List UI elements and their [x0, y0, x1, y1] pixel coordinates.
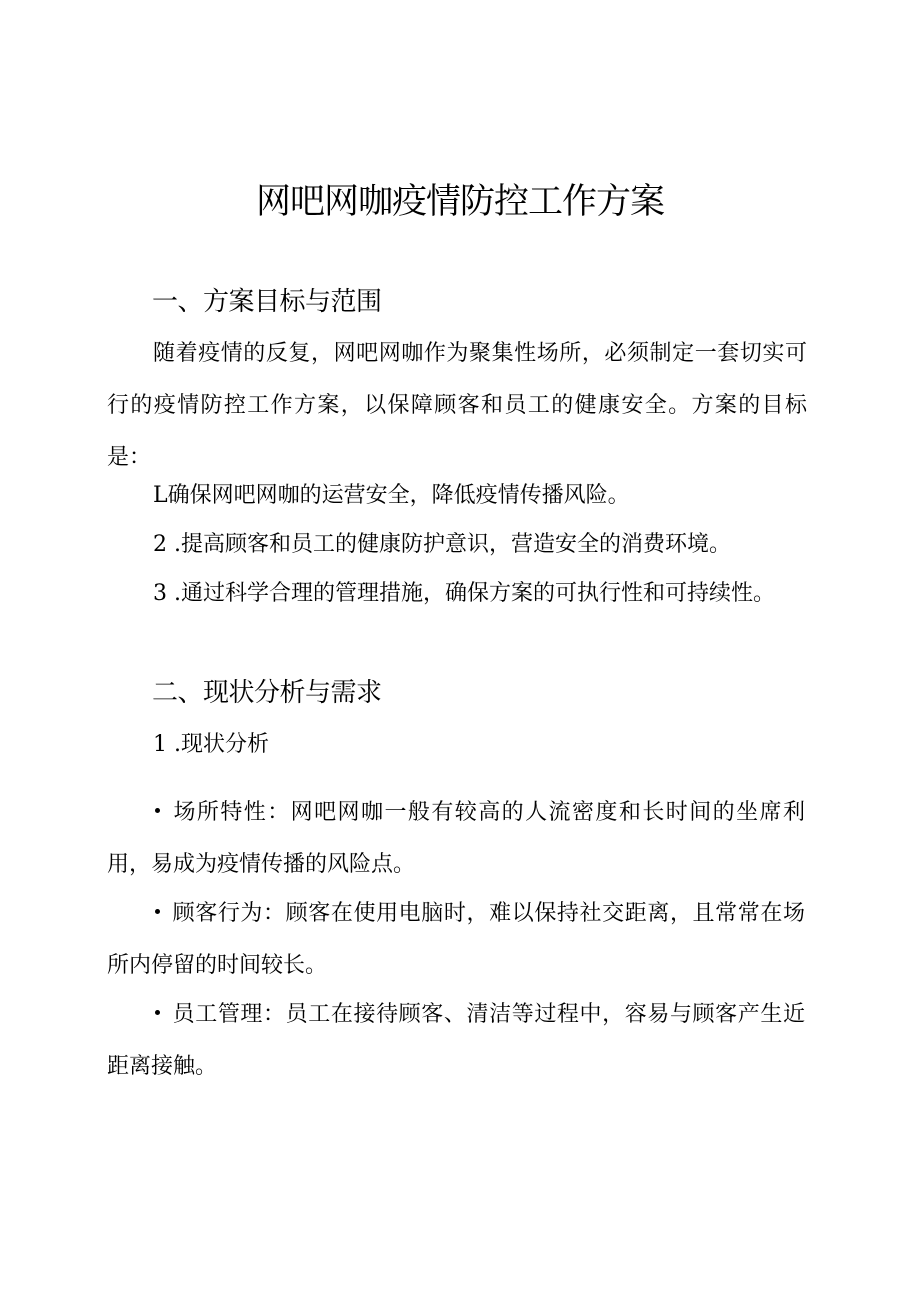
bullet-text: 顾客行为：顾客在使用电脑时，难以保持社交距离，且常常在场所内停留的时间较长。 — [107, 901, 805, 978]
bullet-item-venue — [107, 787, 805, 891]
bullet-item-staff — [107, 989, 805, 1093]
bullet-dot-icon — [155, 808, 160, 813]
bullet-text: 员工管理：员工在接待顾客、清洁等过程中，容易与顾客产生近距离接触。 — [107, 1002, 805, 1079]
goal-item-1: L确保网吧网咖的运营安全，降低疫情传播风险。 — [153, 483, 630, 508]
section-heading-analysis: 二、现状分析与需求 — [152, 678, 382, 708]
bullet-dot-icon — [155, 909, 160, 914]
goal-item-3: 3 .通过科学合理的管理措施，确保方案的可执行性和可持续性。 — [153, 581, 775, 606]
bullet-item-customer — [107, 888, 805, 992]
goal-item-2: 2 .提高顾客和员工的健康防护意识，营造安全的消费环境。 — [153, 532, 731, 557]
document-title: 网吧网咖疫情防控工作方案 — [255, 182, 664, 222]
bullet-text: 场所特性：网吧网咖一般有较高的人流密度和长时间的坐席利用，易成为疫情传播的风险点。 — [107, 800, 805, 877]
section-intro-paragraph: 随着疫情的反复，网吧网咖作为聚集性场所，必须制定一套切实可行的疫情防控工作方案，以保障顾客和员工的健康安全。方案的目标是： — [107, 341, 807, 470]
subsection-heading-analysis: 1 .现状分析 — [153, 732, 269, 757]
section-heading-goals: 一、方案目标与范围 — [152, 287, 382, 317]
bullet-dot-icon — [155, 1010, 160, 1015]
